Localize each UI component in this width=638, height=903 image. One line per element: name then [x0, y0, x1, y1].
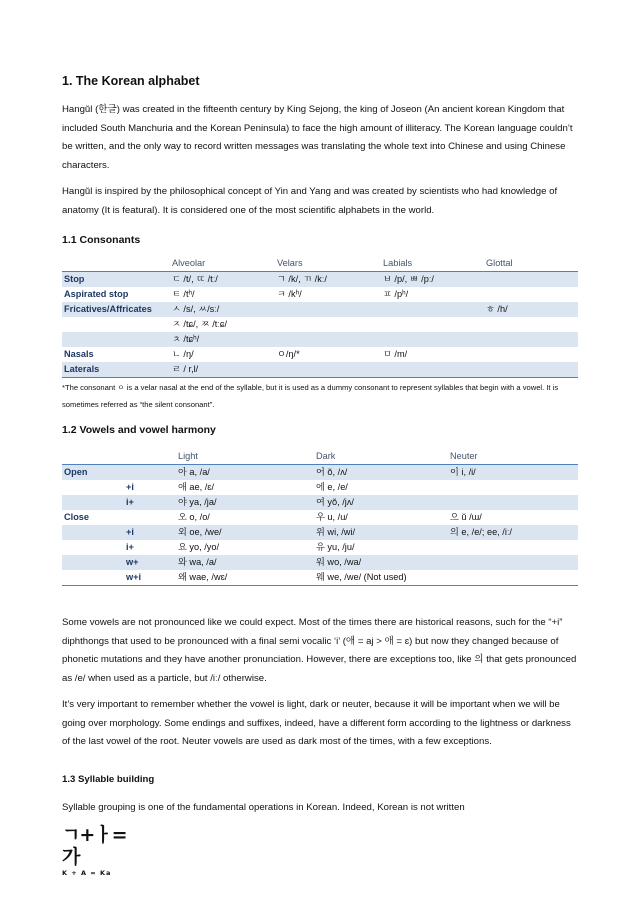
table-cell: [448, 570, 578, 586]
row-label: [62, 540, 124, 555]
paragraph-text: Syllable grouping is one of the fundamental operations in Korean. Indeed, Korean is not written: [62, 802, 465, 813]
row-label: [62, 570, 124, 586]
table-cell: [381, 317, 484, 332]
row-sublabel: [124, 465, 176, 481]
table-row: [62, 555, 578, 570]
paragraph-text: It’s very important to remember whether the vowel is light, dark or neuter, because it will be important when we will be going over morphology. Some endings and suffixes, indeed, have a different form according to the lightness or darkness of the last vowel of the root. Neuter vowels are used as dark most of the times, with a few exceptions.: [62, 699, 571, 747]
table-cell: [484, 347, 578, 362]
syllable-heading: 1.3 Syllable building: [62, 774, 155, 785]
table-cell: ㅌ /tʰ/: [172, 289, 195, 299]
table-cell: [484, 317, 578, 332]
table-row: [62, 332, 578, 347]
table-cell: [275, 332, 381, 347]
consonants-heading: 1.1 Consonants: [62, 234, 141, 246]
column-header: Light: [176, 449, 314, 465]
row-sublabel: [124, 510, 176, 525]
table-cell: 야 ya, /ja/: [176, 495, 314, 510]
table-cell: ㅎ /h/: [484, 302, 578, 317]
table-cell: ㄹ / r,l/: [170, 362, 275, 378]
row-label: [62, 495, 124, 510]
table-cell: 아 a, /a/: [176, 465, 314, 481]
table-cell: 에 e, /e/: [316, 482, 348, 492]
table-cell: 이 i, /i/: [448, 465, 578, 481]
table-cell: 우 u, /u/: [316, 512, 348, 522]
table-cell: ㄴ /ŋ/: [172, 349, 194, 359]
table-cell: 워 wo, /wa/: [314, 555, 448, 570]
column-header: Velars: [275, 256, 381, 272]
table-cell: 웨 we, /we/ (Not used): [314, 570, 448, 586]
paragraph-text: Some vowels are not pronounced like we could expect. Most of the times there are historical reasons, such for the “+i” diphthongs that used to be pronounced with a final semi vocalic ‘i’ (애 = aj > 애 = ɛ) but now they changed because of phonetic mutations and they have another pronunciation. However, there are exceptions too, like 의 that gets pronounced as /e/ when used as a particle, but /iː/ otherwise.: [62, 617, 577, 684]
table-cell: 위 wi, /wi/: [314, 525, 448, 540]
row-label: [62, 555, 124, 570]
table-row: [62, 362, 578, 378]
table-row: [62, 570, 578, 586]
row-sublabel: w+i: [124, 570, 176, 586]
table-cell: ㅁ /m/: [383, 349, 408, 359]
row-sublabel: i+: [124, 495, 176, 510]
row-label: Open: [62, 465, 124, 481]
table-cell: 와 wa, /a/: [176, 555, 314, 570]
table-cell: ㅍ /pʰ/: [383, 289, 409, 299]
table-cell: 으 ŭ /ɯ/: [450, 512, 482, 522]
table-cell: [381, 362, 484, 378]
paragraph-text: Hangŭl is inspired by the philosophical concept of Yin and Yang and was created by scientists who had knowledge of anatomy (It is featural). It is considered one of the most scientific alphabets in the world.: [62, 186, 558, 216]
table-cell: [484, 332, 578, 347]
vowels-paragraph: [62, 614, 578, 688]
table-cell: [381, 332, 484, 347]
table-cell: [448, 495, 578, 510]
table-cell: 의 e, /e/; ee, /iː/: [448, 525, 578, 540]
table-cell: 요 yo, /yo/: [178, 542, 220, 552]
table-row: [62, 272, 578, 288]
hangul-equation: ㄱ+ㅏ=가: [62, 824, 127, 868]
row-label: Laterals: [62, 362, 170, 378]
row-label: Nasals: [64, 349, 94, 359]
table-row: [62, 525, 578, 540]
table-cell: [448, 555, 578, 570]
syllable-paragraph: [62, 799, 578, 818]
table-row: [62, 480, 578, 495]
row-label: [62, 480, 124, 495]
vowels-paragraph-2: [62, 696, 578, 752]
table-cell: ㅋ /kʰ/: [277, 289, 302, 299]
vowels-table: [62, 449, 578, 586]
row-label: [62, 317, 170, 332]
table-cell: [275, 302, 381, 317]
intro-paragraph: [62, 101, 578, 175]
column-header: Dark: [314, 449, 448, 465]
table-cell: ㅈ /tɕ/, ㅉ /tːɕ/: [172, 319, 228, 329]
row-label: [62, 525, 124, 540]
syllable-building-illustration: [62, 824, 132, 877]
table-cell: ㄱ /k/, ㄲ /kː/: [275, 272, 381, 288]
row-label: Stop: [62, 272, 170, 288]
row-sublabel: +i: [126, 482, 134, 492]
table-cell: [484, 362, 578, 378]
column-header: [124, 449, 176, 465]
table-row: [62, 287, 578, 302]
column-header: [62, 449, 124, 465]
table-cell: [484, 272, 578, 288]
intro-paragraph-2: [62, 183, 578, 220]
paragraph-text: Hangŭl (한글) was created in the fifteenth century by King Sejong, the king of Joseon (An ancient korean Kingdom that included South Manchuria and the Korean Peninsula) to face the high amount of illiteracy. The Korean language couldn’t be written, and the only way to record written messages was translating the whole text into Chinese and using Chinese characters.: [62, 104, 573, 171]
table-row: [62, 465, 578, 481]
table-cell: 외 oe, /we/: [176, 525, 314, 540]
table-cell: [275, 317, 381, 332]
row-label: [62, 332, 170, 347]
table-cell: [381, 302, 484, 317]
table-cell: 왜 wae, /wɛ/: [176, 570, 314, 586]
column-header: Labials: [381, 256, 484, 272]
table-row: [62, 510, 578, 525]
table-row: [62, 495, 578, 510]
column-header: Glottal: [484, 256, 578, 272]
row-sublabel: w+: [124, 555, 176, 570]
table-row: [62, 540, 578, 555]
table-cell: 어 ŏ, /ʌ/: [314, 465, 448, 481]
table-cell: ㄷ /t/, ㄸ /tː/: [170, 272, 275, 288]
table-cell: 여 yŏ, /jʌ/: [314, 495, 448, 510]
column-header: Alveolar: [170, 256, 275, 272]
table-cell: ㅂ /p/, ㅃ /pː/: [381, 272, 484, 288]
table-cell: ㅊ /tɕʰ/: [170, 332, 275, 347]
table-cell: 유 yu, /ju/: [316, 542, 355, 552]
column-header: [62, 256, 170, 272]
table-cell: ㅅ /s/, ㅆ/sː/: [170, 302, 275, 317]
table-cell: [448, 540, 578, 555]
vowels-heading: 1.2 Vowels and vowel harmony: [62, 424, 216, 436]
table-cell: [484, 287, 578, 302]
table-cell: 애 ae, /ɛ/: [178, 482, 215, 492]
table-row: [62, 347, 578, 362]
section-title: 1. The Korean alphabet: [62, 74, 200, 88]
row-label: Fricatives/Affricates: [62, 302, 170, 317]
table-cell: [448, 480, 578, 495]
table-cell: ㅇ/ŋ/*: [277, 349, 300, 359]
table-row: [62, 302, 578, 317]
row-label: Aspirated stop: [64, 289, 129, 299]
row-label: Close: [64, 512, 90, 522]
romanized-equation: K + A = Ka: [62, 869, 112, 877]
table-row: [62, 317, 578, 332]
column-header: Neuter: [448, 449, 578, 465]
table-cell: 오 o, /o/: [178, 512, 210, 522]
consonants-table: [62, 256, 578, 378]
consonant-footnote: *The consonant ㅇ is a velar nasal at the end of the syllable, but it is used as a dummy consonant to represent syllables that begin with a vowel. It is sometimes referred as “the silent consonant”.: [62, 383, 559, 409]
row-sublabel: +i: [124, 525, 176, 540]
row-sublabel: i+: [126, 542, 134, 552]
table-cell: [275, 362, 381, 378]
